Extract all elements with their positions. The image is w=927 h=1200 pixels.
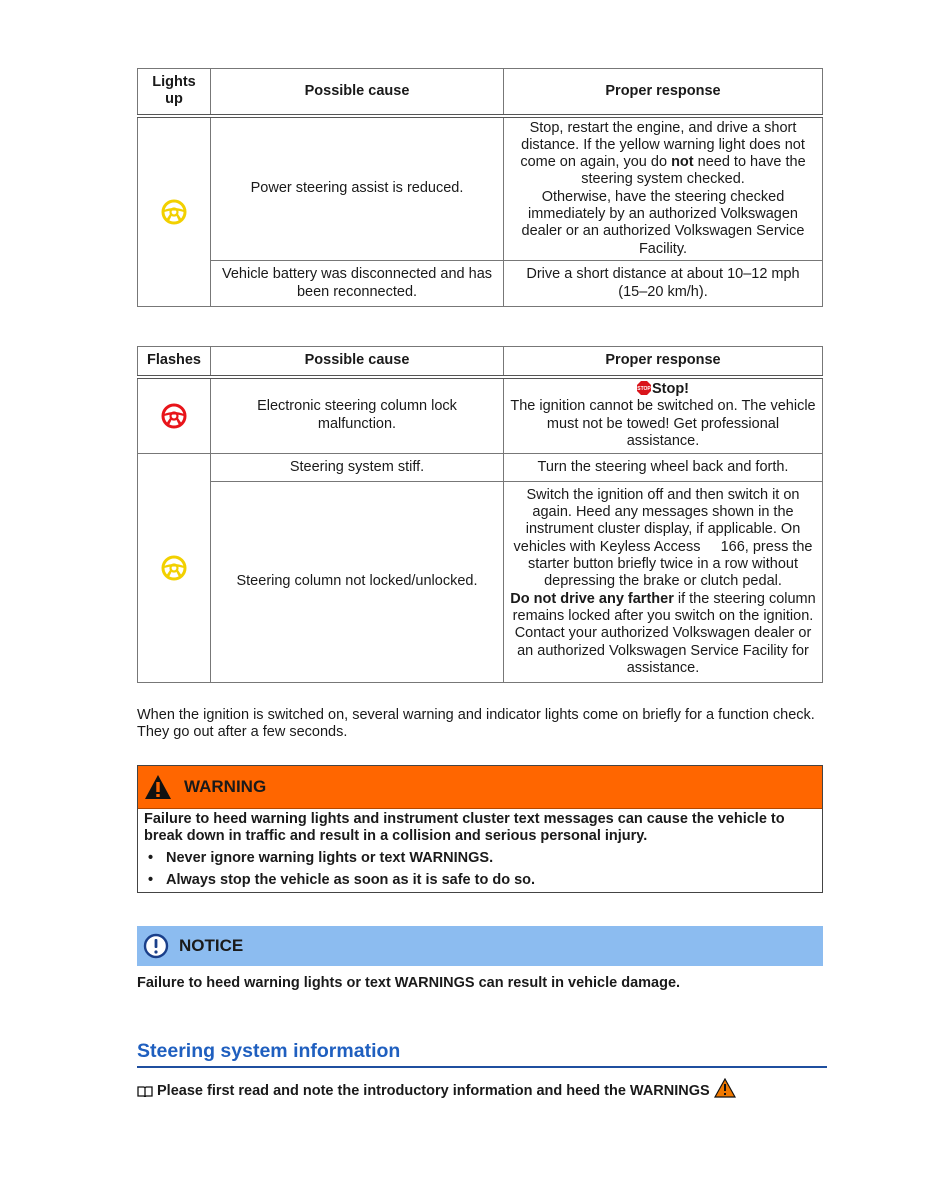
header-possible-cause: Possible cause [211, 347, 504, 377]
header-possible-cause: Possible cause [211, 69, 504, 116]
warning-text: Failure to heed warning lights and instrument cluster text messages can cause the vehicle to break down in traffic and result in a collision and serious personal injury. [144, 811, 785, 845]
warning-list [144, 850, 816, 890]
lights-up-table [137, 68, 823, 307]
intro-text: Please first read and note the introductory information and heed the WARNINGS [157, 1083, 710, 1099]
warning-header [138, 766, 822, 809]
warning-triangle-link-icon[interactable] [714, 1078, 736, 1098]
header-proper-response: Proper response [504, 347, 823, 377]
notice-exclamation-icon [143, 933, 169, 959]
table-row [138, 482, 823, 683]
cause-cell: Steering system stiff. [211, 454, 504, 482]
response-cell: Switch the ignition off and then switch it on again. Heed any messages shown in the instrument cluster display, if applicable. On vehicles with Keyless Access 166, press the starter button briefly twice in a row without depressing the brake or clutch pedal. Do not drive any farther if the steering column remains locked after you switch on the ignition. Contact your authorized Volkswagen dealer or an authorized Volkswagen Service Facility for assistance. [504, 482, 823, 683]
table-row [138, 377, 823, 454]
cause-cell: Steering column not locked/unlocked. [211, 482, 504, 683]
cause-cell: Power steering assist is reduced. [211, 116, 504, 261]
header-lights-up: Lights up [138, 69, 211, 116]
notice-text: Failure to heed warning lights or text WARNINGS can result in vehicle damage. [137, 975, 681, 991]
warning-bullet: • Never ignore warning lights or text WARNINGS. [144, 850, 816, 867]
header-flashes: Flashes [138, 347, 211, 377]
warning-box [137, 765, 823, 893]
table-row [138, 261, 823, 307]
icon-cell [138, 116, 211, 307]
stop-sign-icon [637, 381, 651, 395]
notice-title: NOTICE [179, 936, 244, 955]
table-row [138, 116, 823, 261]
table-row [138, 454, 823, 482]
section-heading: Steering system information [137, 1040, 827, 1068]
intro-line [137, 1083, 736, 1099]
response-cell: Turn the steering wheel back and forth. [504, 454, 823, 482]
stop-label: Stop! [651, 381, 690, 398]
steering-wheel-icon [161, 199, 187, 225]
steering-wheel-icon [161, 555, 187, 581]
response-cell: Stop, restart the engine, and drive a short distance. If the yellow warning light does not come on again, you do not need to have the steering system checked. Otherwise, have the steering checked immediately by an authorized Volkswagen dealer or an authorized Volkswagen Service Facility. [504, 116, 823, 261]
icon-cell [138, 454, 211, 683]
warning-bullet: • Always stop the vehicle as soon as it is safe to do so. [144, 872, 816, 889]
flashes-table [137, 346, 823, 683]
function-check-paragraph: When the ignition is switched on, several warning and indicator lights come on briefly for a function check. They go out after a few seconds. [137, 707, 815, 741]
warning-triangle-icon [144, 774, 172, 800]
cause-cell: Electronic steering column lock malfunction. [211, 377, 504, 454]
header-proper-response: Proper response [504, 69, 823, 116]
response-cell: STOP Stop! The ignition cannot be switched on. The vehicle must not be towed! Get professional assistance. [504, 377, 823, 454]
icon-cell [138, 377, 211, 454]
response-cell: Drive a short distance at about 10–12 mph (15–20 km/h). [504, 261, 823, 307]
warning-title: WARNING [184, 777, 267, 796]
cause-cell: Vehicle battery was disconnected and has been reconnected. [211, 261, 504, 307]
book-icon [137, 1085, 153, 1097]
notice-header [137, 926, 823, 966]
svg-text:STOP: STOP [637, 386, 651, 393]
steering-wheel-red-icon [161, 403, 187, 429]
